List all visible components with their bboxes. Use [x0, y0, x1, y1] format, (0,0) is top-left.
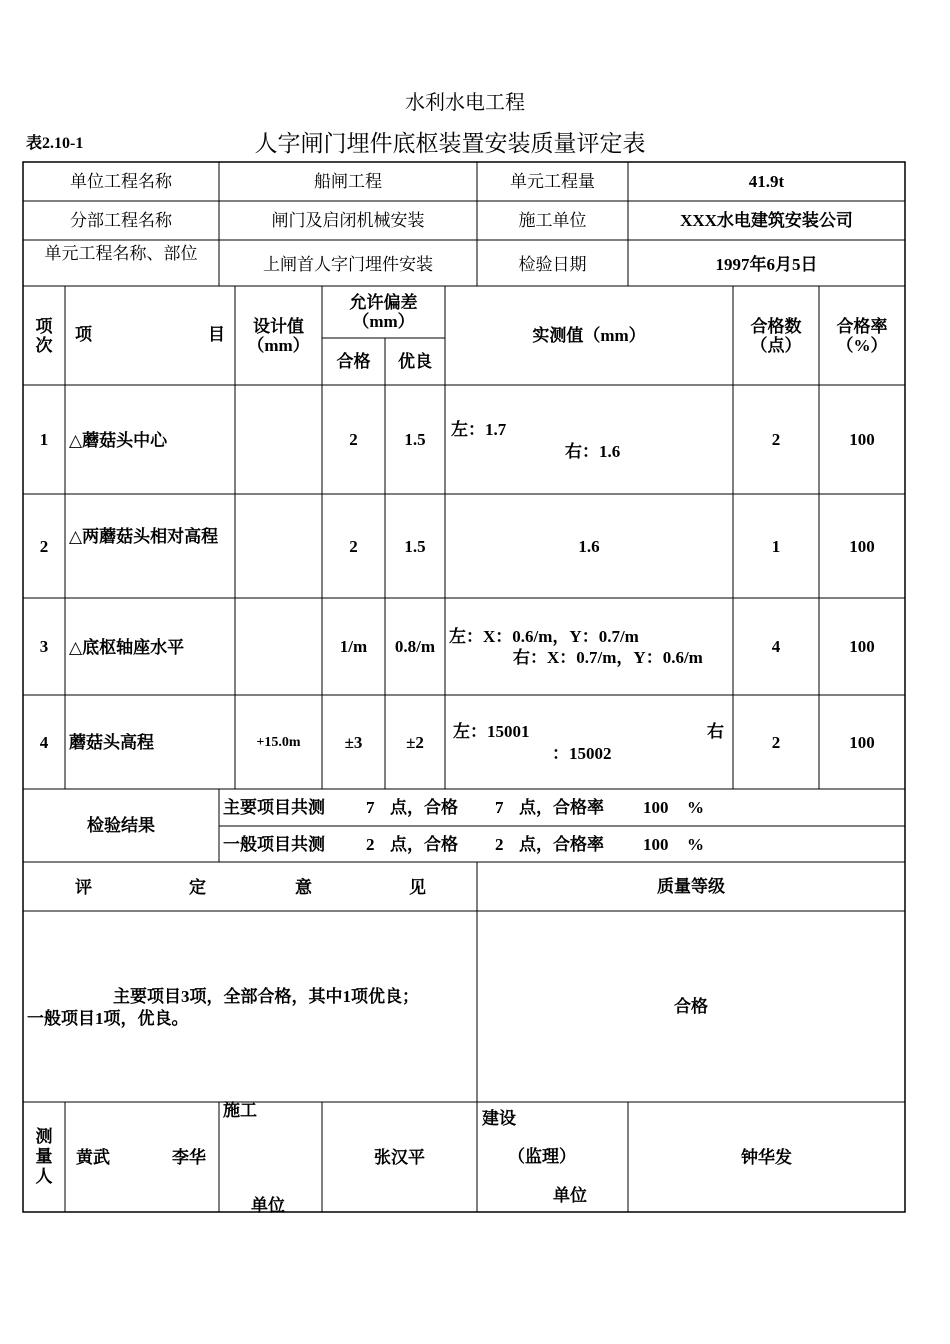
row3-rate: 100 — [849, 637, 875, 656]
row1-item: △蘑菇头中心 — [69, 431, 168, 450]
construction-label-a: 施工 — [223, 1101, 257, 1120]
opinion-line2: 一般项目1项，优良。 — [27, 1009, 189, 1028]
row2-count: 1 — [771, 536, 781, 556]
col-design-header — [235, 286, 322, 385]
row3-measured-left: 左：X：0.6/m，Y：0.7/m — [449, 627, 639, 646]
inspection-main-f: 100 — [643, 798, 669, 817]
constructor-value: XXX水电建筑安装公司 — [680, 211, 853, 230]
inspection-general-a: 一般项目共测 — [223, 835, 325, 854]
inspection-main-g: % — [687, 798, 704, 817]
row2-pass: 2 — [349, 536, 358, 556]
row3-measured-right: 右：X：0.7/m，Y：0.6/m — [513, 648, 703, 667]
opinion-line1: 主要项目3项，全部合格，其中1项优良； — [113, 987, 419, 1006]
element-value: 上闸首人字门埋件安装 — [263, 254, 433, 274]
col-rate-text: 合格率（%） — [836, 316, 888, 355]
unit-project-label: 单位工程名称 — [70, 172, 172, 191]
row4-count: 2 — [771, 732, 781, 752]
row1-pass: 2 — [349, 430, 358, 449]
inspection-main-c: 点，合格 — [390, 798, 458, 817]
col-measured-header: 实测值（mm） — [532, 326, 646, 345]
inspection-general-e: 点，合格率 — [519, 835, 604, 854]
opinion-header-1: 评 — [75, 878, 92, 897]
supervision-person: 钟华发 — [741, 1147, 792, 1167]
col-tolerance-text: 允许偏差（mm） — [349, 293, 418, 331]
row3-count: 4 — [771, 637, 781, 656]
measurer-label — [23, 1102, 65, 1212]
inspection-label: 检验结果 — [87, 816, 155, 835]
inspection-general-c: 点，合格 — [390, 835, 458, 854]
constructor-label: 施工单位 — [518, 211, 587, 230]
row4-measured-left: 左：15001 — [453, 722, 530, 741]
row3-excellent: 0.8/m — [394, 637, 436, 656]
col-count-text: 合格数（点） — [750, 316, 802, 355]
row1-measured-left: 左：1.7 — [451, 420, 507, 439]
opinion-header-2: 定 — [189, 878, 206, 897]
row4-measured-right-label: 右 — [707, 722, 724, 741]
row4-excellent: ±2 — [406, 732, 424, 752]
sub-project-value: 闸门及启闭机械安装 — [271, 211, 425, 230]
row3-pass: 1/m — [339, 637, 368, 656]
row4-no: 4 — [39, 732, 49, 752]
row4-measured-right: ：15002 — [552, 744, 612, 763]
row4-item: 蘑菇头高程 — [69, 733, 154, 752]
row2-excellent: 1.5 — [404, 536, 426, 556]
opinion-header-4: 见 — [409, 878, 426, 897]
inspection-main-e: 点，合格率 — [519, 798, 604, 817]
col-rate-header — [819, 286, 905, 385]
date-label: 检验日期 — [518, 254, 587, 274]
inspection-main-b: 7 — [366, 798, 375, 817]
col-item-header-b: 目 — [208, 325, 225, 344]
document-title: 人字闸门埋件底枢装置安装质量评定表 — [254, 130, 646, 156]
opinion-header-3: 意 — [295, 878, 312, 897]
row1-no: 1 — [39, 430, 49, 449]
measurer-2: 李华 — [172, 1148, 206, 1167]
document-supertitle: 水利水电工程 — [405, 91, 525, 114]
row2-measured: 1.6 — [578, 536, 600, 556]
supervision-label-b: （监理） — [508, 1147, 576, 1166]
grade-value: 合格 — [674, 997, 708, 1016]
row2-item: △两蘑菇头相对高程 — [69, 527, 219, 546]
inspection-general-b: 2 — [366, 835, 375, 854]
col-excellent-header: 优良 — [398, 352, 432, 371]
table-number: 表2.10-1 — [26, 135, 84, 152]
inspection-general-d: 2 — [495, 835, 504, 854]
row4-rate: 100 — [849, 732, 875, 752]
unit-project-value: 船闸工程 — [314, 172, 382, 191]
row1-excellent: 1.5 — [404, 430, 426, 449]
supervision-label-c: 单位 — [553, 1186, 587, 1205]
inspection-main-d: 7 — [495, 798, 504, 817]
grade-label: 质量等级 — [657, 877, 725, 896]
quantity-value: 41.9t — [748, 172, 785, 191]
measurer-label-text: 测量人 — [35, 1127, 53, 1186]
col-pass-header: 合格 — [336, 352, 371, 371]
row1-measured-right: 右：1.6 — [565, 442, 621, 461]
inspection-general-g: % — [687, 835, 704, 854]
col-count-header — [733, 286, 819, 385]
row1-count: 2 — [771, 430, 781, 449]
construction-person: 张汉平 — [374, 1147, 425, 1167]
row4-pass: ±3 — [344, 732, 363, 752]
col-tolerance-header — [322, 286, 445, 338]
col-no-header — [23, 286, 65, 385]
row2-rate: 100 — [849, 536, 875, 556]
supervision-label-a: 建设 — [482, 1109, 516, 1128]
element-label: 单元工程名称、部位 — [44, 244, 198, 263]
row1-rate: 100 — [849, 430, 875, 449]
date-value: 1997年6月5日 — [715, 254, 818, 274]
row2-no: 2 — [39, 536, 49, 556]
construction-label-b: 单位 — [251, 1196, 285, 1215]
quantity-label: 单元工程量 — [510, 172, 595, 191]
measurer-1: 黄武 — [76, 1148, 110, 1167]
col-item-header-a: 项 — [75, 325, 92, 344]
row3-no: 3 — [39, 637, 49, 656]
row4-design: +15.0m — [256, 734, 301, 750]
inspection-general-f: 100 — [643, 835, 669, 854]
row3-item: △底枢轴座水平 — [69, 638, 185, 657]
col-no-text: 项次 — [35, 316, 53, 355]
col-design-text: 设计值（mm） — [247, 316, 310, 355]
inspection-main-a: 主要项目共测 — [223, 798, 325, 817]
sub-project-label: 分部工程名称 — [70, 211, 172, 230]
